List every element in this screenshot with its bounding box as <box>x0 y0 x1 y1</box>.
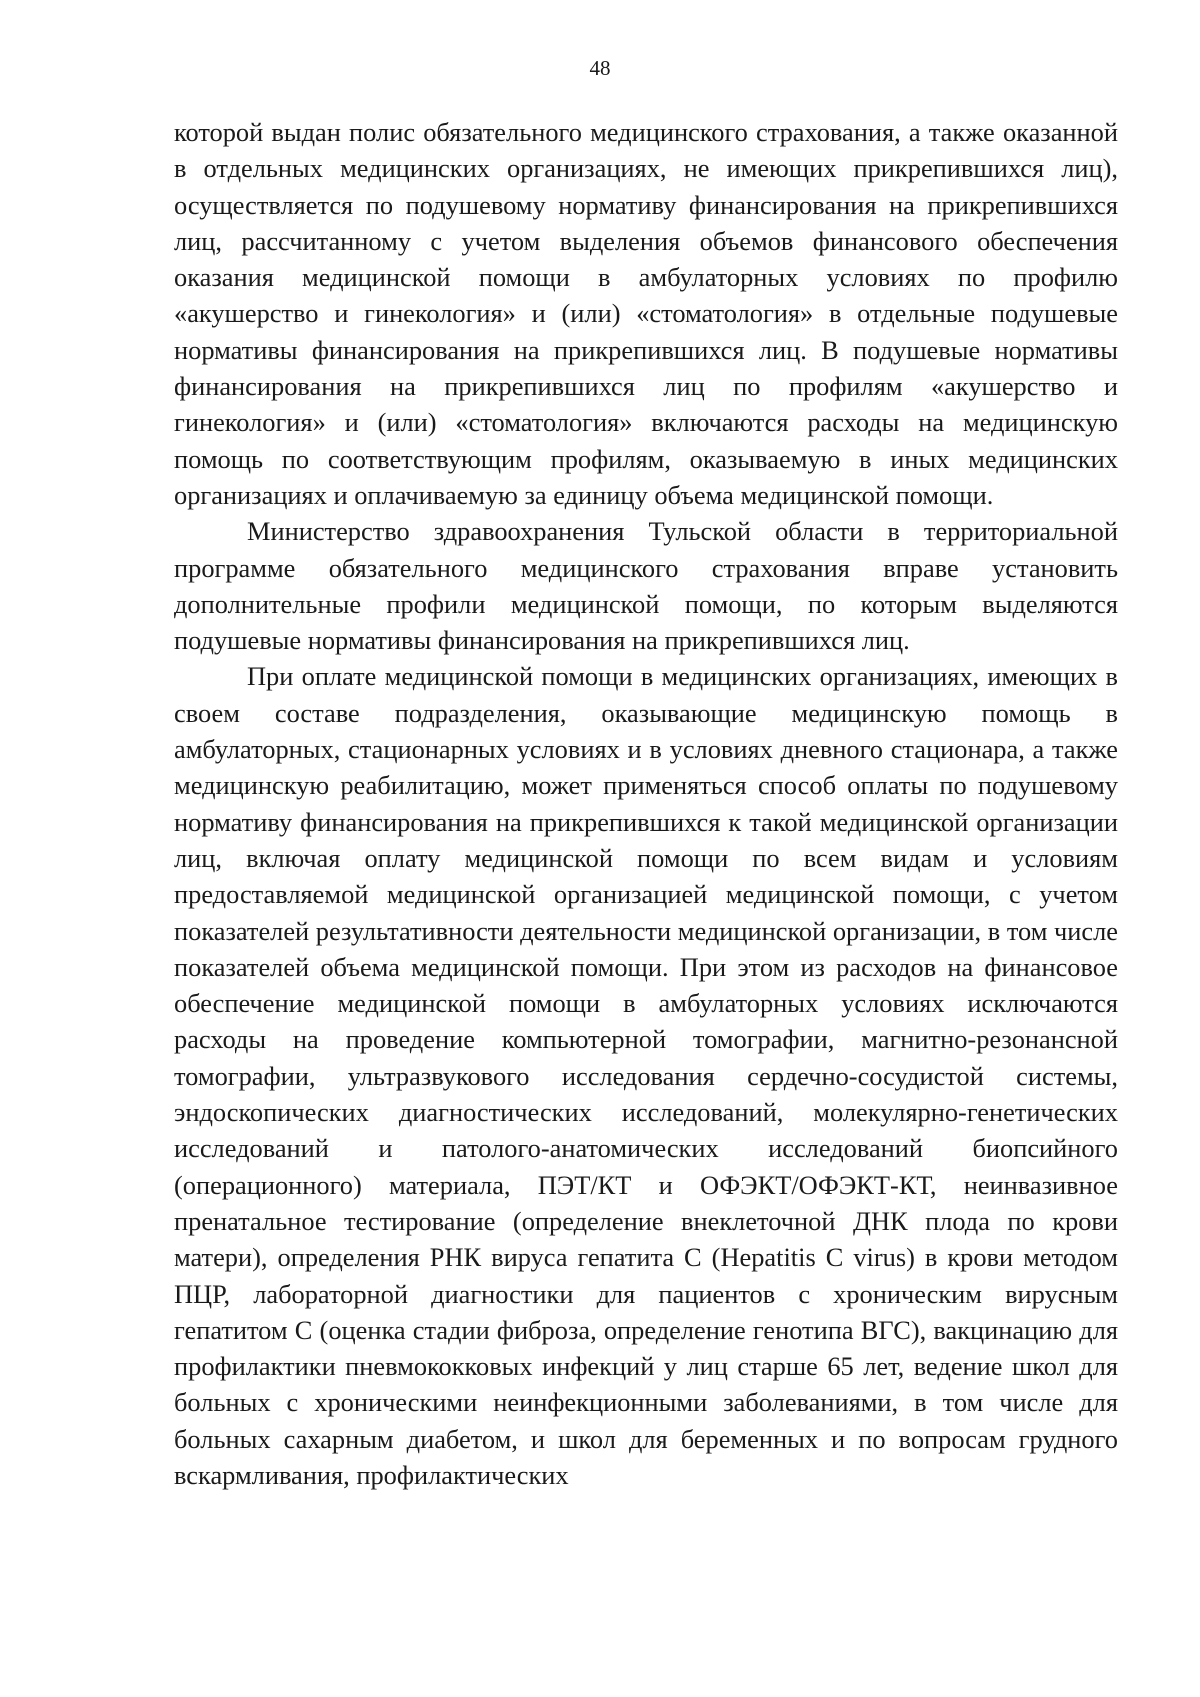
document-body <box>174 114 1118 1493</box>
paragraph-ministry-profiles: Министерство здравоохранения Тульской области в территориальной программе обязательного медицинского страхования вправе установить дополнительные профили медицинской помощи, по которым выделяются подушевые нормативы финансирования на прикрепившихся лиц. <box>174 516 1118 656</box>
paragraph-continuation: которой выдан полис обязательного медицинского страхования, а также оказанной в отдельных медицинских организациях, не имеющих прикрепившихся лиц), осуществляется по подушевому нормативу финансирования на прикрепившихся лиц, рассчитанному с учетом выделения объемов финансового обеспечения оказания медицинской помощи в амбулаторных условиях по профилю «акушерство и гинекология» и (или) «стоматология» в отдельные подушевые нормативы финансирования на прикрепившихся лиц. В подушевые нормативы финансирования на прикрепившихся лиц по профилям «акушерство и гинекология» и (или) «стоматология» включаются расходы на медицинскую помощь по соответствующим профилям, оказываемую в иных медицинских организациях и оплачиваемую за единицу объема медицинской помощи. <box>174 117 1118 510</box>
page-number: 48 <box>589 56 611 80</box>
paragraph-payment-method: При оплате медицинской помощи в медицинских организациях, имеющих в своем составе подразделения, оказывающие медицинскую помощь в амбулаторных, стационарных условиях и в условиях дневного стационара, а также медицинскую реабилитацию, может применяться способ оплаты по подушевому нормативу финансирования на прикрепившихся к такой медицинской организации лиц, включая оплату медицинской помощи по всем видам и условиям предоставляемой медицинской организацией медицинской помощи, с учетом показателей результативности деятельности медицинской организации, в том числе показателей объема медицинской помощи. При этом из расходов на финансовое обеспечение медицинской помощи в амбулаторных условиях исключаются расходы на проведение компьютерной томографии, магнитно-резонансной томографии, ультразвукового исследования сердечно-сосудистой системы, эндоскопических диагностических исследований, молекулярно-генетических исследований и патолого-анатомических исследований биопсийного (операционного) материала, ПЭТ/КТ и ОФЭКТ/ОФЭКТ-КТ, неинвазивное пренатальное тестирование (определение внеклеточной ДНК плода по крови матери), определения РНК вируса гепатита С (Hepatitis C virus) в крови методом ПЦР, лабораторной диагностики для пациентов с хроническим вирусным гепатитом С (оценка стадии фиброза, определение генотипа ВГС), вакцинацию для профилактики пневмококковых инфекций у лиц старше 65 лет, ведение школ для больных с хроническими неинфекционными заболеваниями, в том числе для больных сахарным диабетом, и школ для беременных и по вопросам грудного вскармливания, профилактических <box>174 661 1118 1490</box>
